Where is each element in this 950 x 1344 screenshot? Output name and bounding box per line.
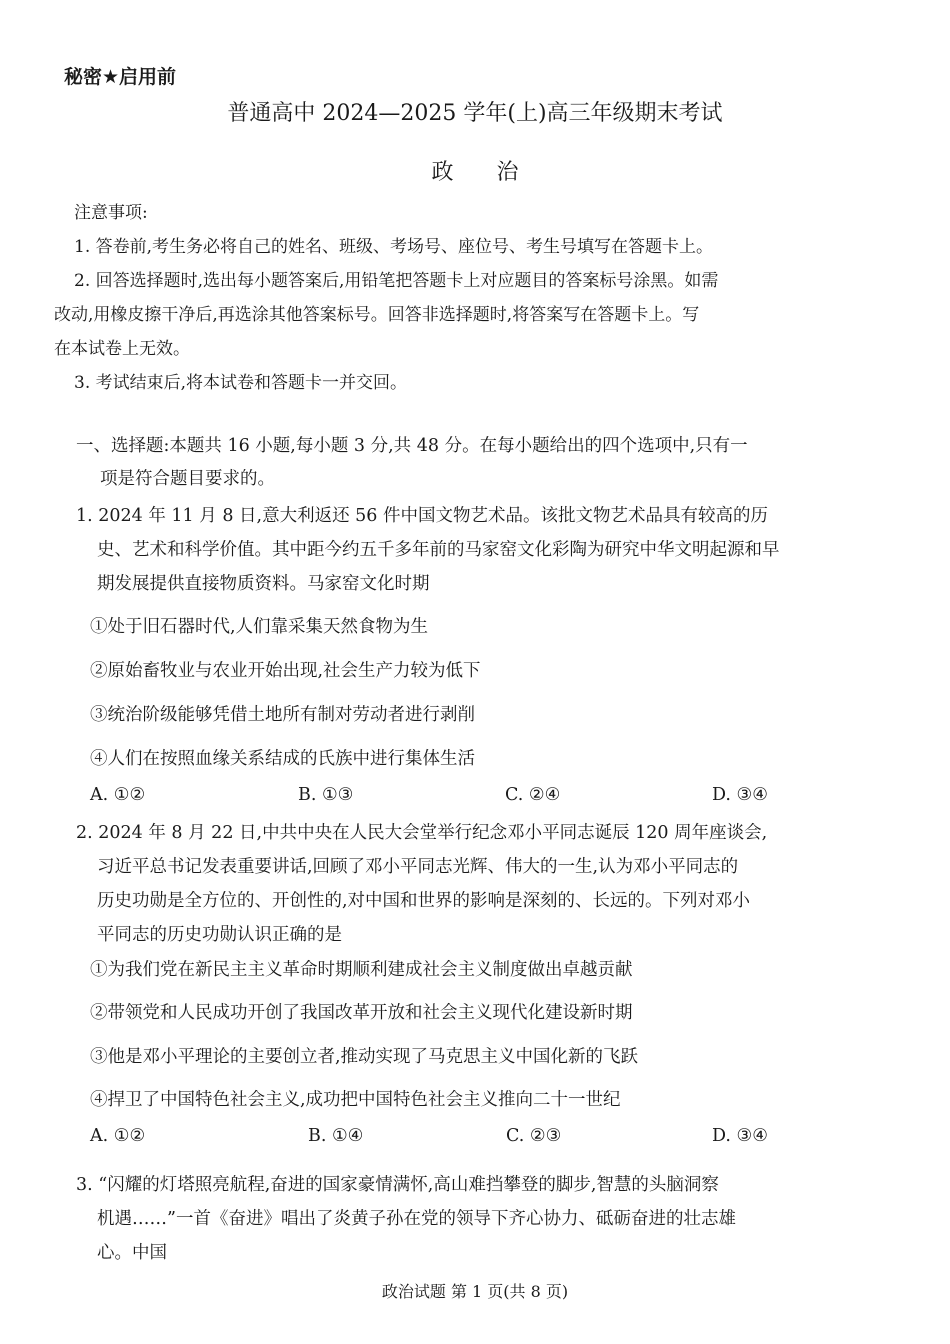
question-option: ①为我们党在新民主主义革命时期顺利建成社会主义制度做出卓越贡献 [90,960,633,980]
question-option: ④人们在按照血缘关系结成的氏族中进行集体生活 [90,749,475,769]
exam-title: 普通高中 2024—2025 学年(上)高三年级期末考试 [227,101,723,126]
notice-line: 2. 回答选择题时,选出每小题答案后,用铅笔把答题卡上对应题目的答案标号涂黑。如需 [74,271,719,291]
question-stem-line: 1. 2024 年 11 月 8 日,意大利返还 56 件中国文物艺术品。该批文物艺术品具有较高的历 [76,506,768,526]
answer-choice-b: B. ①④ [308,1126,364,1146]
question-option: ③他是邓小平理论的主要创立者,推动实现了马克思主义中国化新的飞跃 [90,1047,639,1067]
question-stem-line: 历史功勋是全方位的、开创性的,对中国和世界的影响是深刻的、长远的。下列对邓小 [97,891,751,911]
answer-choice-a: A. ①② [90,785,146,805]
answer-choice-c: C. ②③ [506,1126,562,1146]
question-stem-line: 2. 2024 年 8 月 22 日,中共中央在人民大会堂举行纪念邓小平同志诞辰 120 周年座谈会, [76,823,768,843]
answer-choice-c: C. ②④ [505,785,561,805]
question-option: ①处于旧石器时代,人们靠采集天然食物为生 [90,617,429,637]
notice-line: 改动,用橡皮擦干净后,再选涂其他答案标号。回答非选择题时,将答案写在答题卡上。写 [54,305,700,325]
subject-title: 政 治 [431,160,537,185]
section-line: 项是符合题目要求的。 [100,469,275,489]
page-footer: 政治试题 第 1 页(共 8 页) [381,1282,569,1301]
notice-heading: 注意事项: [74,203,148,223]
question-stem-line: 平同志的历史功勋认识正确的是 [97,925,342,945]
question-option: ②原始畜牧业与农业开始出现,社会生产力较为低下 [90,661,481,681]
question-stem-line: 3. “闪耀的灯塔照亮航程,奋进的国家豪情满怀,高山难挡攀登的脚步,智慧的头脑洞察 [76,1175,719,1195]
question-stem-line: 机遇……”一首《奋进》唱出了炎黄子孙在党的领导下齐心协力、砥砺奋进的壮志雄 [97,1209,736,1229]
question-stem-line: 期发展提供直接物质资料。马家窑文化时期 [97,574,430,594]
section-line: 一、选择题:本题共 16 小题,每小题 3 分,共 48 分。在每小题给出的四个选项中,只有一 [76,436,748,456]
question-stem-line: 史、艺术和科学价值。其中距今约五千多年前的马家窑文化彩陶为研究中华文明起源和早 [97,540,780,560]
answer-choice-d: D. ③④ [712,785,768,805]
question-stem-line: 心。中国 [97,1243,167,1263]
question-option: ②带领党和人民成功开创了我国改革开放和社会主义现代化建设新时期 [90,1003,633,1023]
question-stem-line: 习近平总书记发表重要讲话,回顾了邓小平同志光辉、伟大的一生,认为邓小平同志的 [97,857,739,877]
question-option: ③统治阶级能够凭借土地所有制对劳动者进行剥削 [90,705,475,725]
notice-line: 1. 答卷前,考生务必将自己的姓名、班级、考场号、座位号、考生号填写在答题卡上。 [74,237,714,257]
confidential-label: 秘密★启用前 [64,66,177,88]
answer-choice-b: B. ①③ [298,785,354,805]
notice-line: 在本试卷上无效。 [54,339,190,359]
answer-choice-d: D. ③④ [712,1126,768,1146]
notice-line: 3. 考试结束后,将本试卷和答题卡一并交回。 [74,373,408,393]
question-option: ④捍卫了中国特色社会主义,成功把中国特色社会主义推向二十一世纪 [90,1090,621,1110]
answer-choice-a: A. ①② [90,1126,146,1146]
